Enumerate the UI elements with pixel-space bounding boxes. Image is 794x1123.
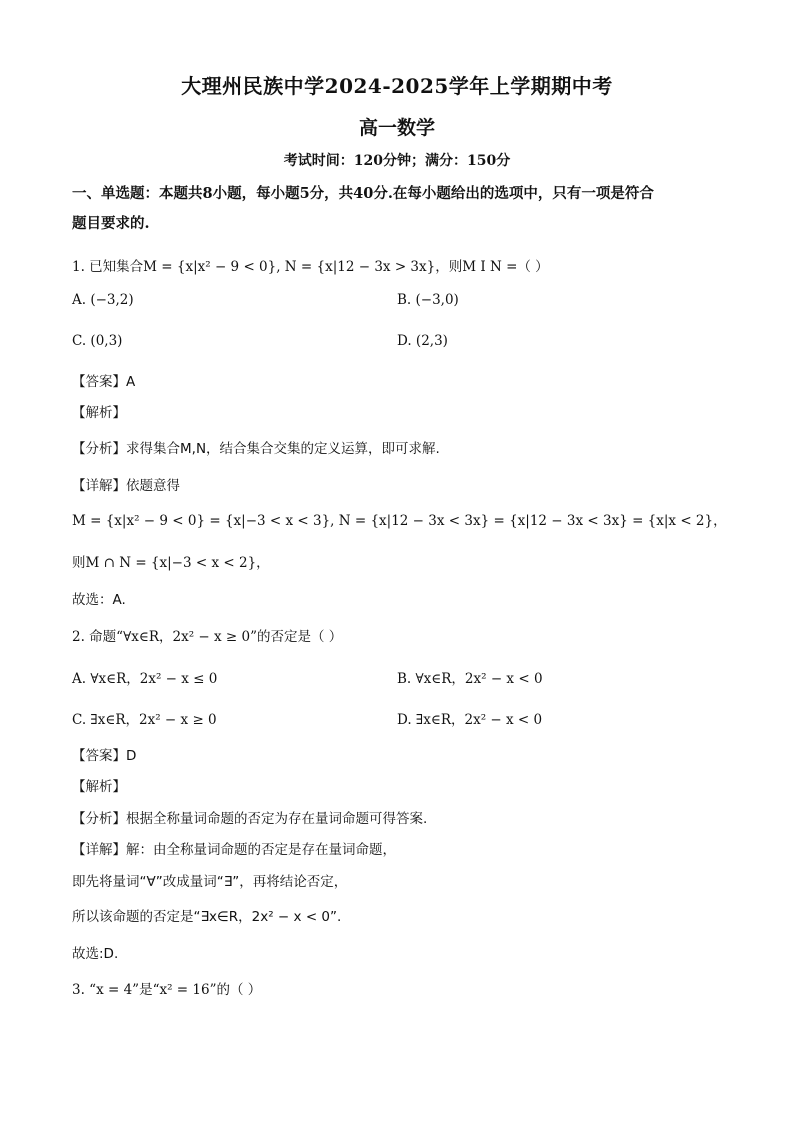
q2-xiangjie: 【详解】解：由全称量词命题的否定是存在量词命题， [72, 842, 396, 858]
exam-title: 大理州民族中学2024-2025学年上学期期中考 [181, 74, 613, 98]
q2-detail-2: 所以该命题的否定是“∃x∈R，2x² − x < 0”. [72, 909, 342, 925]
q2-detail-1: 即先将量词“∀”改成量词“∃”，再将结论否定， [72, 874, 348, 890]
section-heading-line1: 一、单选题：本题共8小题，每小题5分，共40分.在每小题给出的选项中，只有一项是符合 [72, 185, 654, 202]
q2-option-a: A. ∀x∈R，2x² − x ≤ 0 [72, 671, 218, 687]
q2-stem: 2. 命题“∀x∈R，2x² − x ≥ 0”的否定是（ ） [72, 629, 343, 645]
q2-choose: 故选:D. [72, 946, 119, 962]
exam-subject: 高一数学 [358, 117, 435, 139]
q2-fenxi: 【分析】根据全称量词命题的否定为存在量词命题可得答案. [72, 811, 428, 827]
q1-stem: 1. 已知集合M = {x|x² − 9 < 0}, N = {x|12 − 3x > 3x}，则M I N =（ ） [72, 259, 549, 275]
q1-fenxi: 【分析】求得集合M,N，结合集合交集的定义运算，即可求解. [72, 441, 440, 457]
q1-detail-2: 则M ∩ N = {x|−3 < x < 2}， [72, 555, 270, 571]
q1-xiangjie: 【详解】依题意得 [72, 478, 180, 494]
q2-answer: 【答案】D [72, 748, 137, 764]
q1-analysis-heading: 【解析】 [72, 405, 126, 421]
q2-option-c: C. ∃x∈R，2x² − x ≥ 0 [72, 712, 217, 728]
q3-stem: 3. “x = 4”是“x² = 16”的（ ） [72, 982, 262, 998]
q1-option-d: D. (2,3) [397, 333, 448, 349]
section-heading-line2: 题目要求的. [72, 215, 150, 232]
q1-detail-1: M = {x|x² − 9 < 0} = {x|−3 < x < 3}, N = {x|12 − 3x < 3x} = {x|12 − 3x < 3x} = {x|x < 2}， [72, 513, 727, 529]
exam-info: 考试时间：120分钟；满分：150分 [283, 153, 511, 169]
q1-choose: 故选：A. [72, 592, 126, 608]
q2-analysis-heading: 【解析】 [72, 779, 126, 795]
q1-option-c: C. (0,3) [72, 333, 123, 349]
q2-option-b: B. ∀x∈R，2x² − x < 0 [397, 671, 543, 687]
q1-option-a: A. (−3,2) [72, 292, 134, 308]
q1-option-b: B. (−3,0) [397, 292, 459, 308]
q1-answer: 【答案】A [72, 374, 136, 390]
q2-option-d: D. ∃x∈R，2x² − x < 0 [397, 712, 543, 728]
